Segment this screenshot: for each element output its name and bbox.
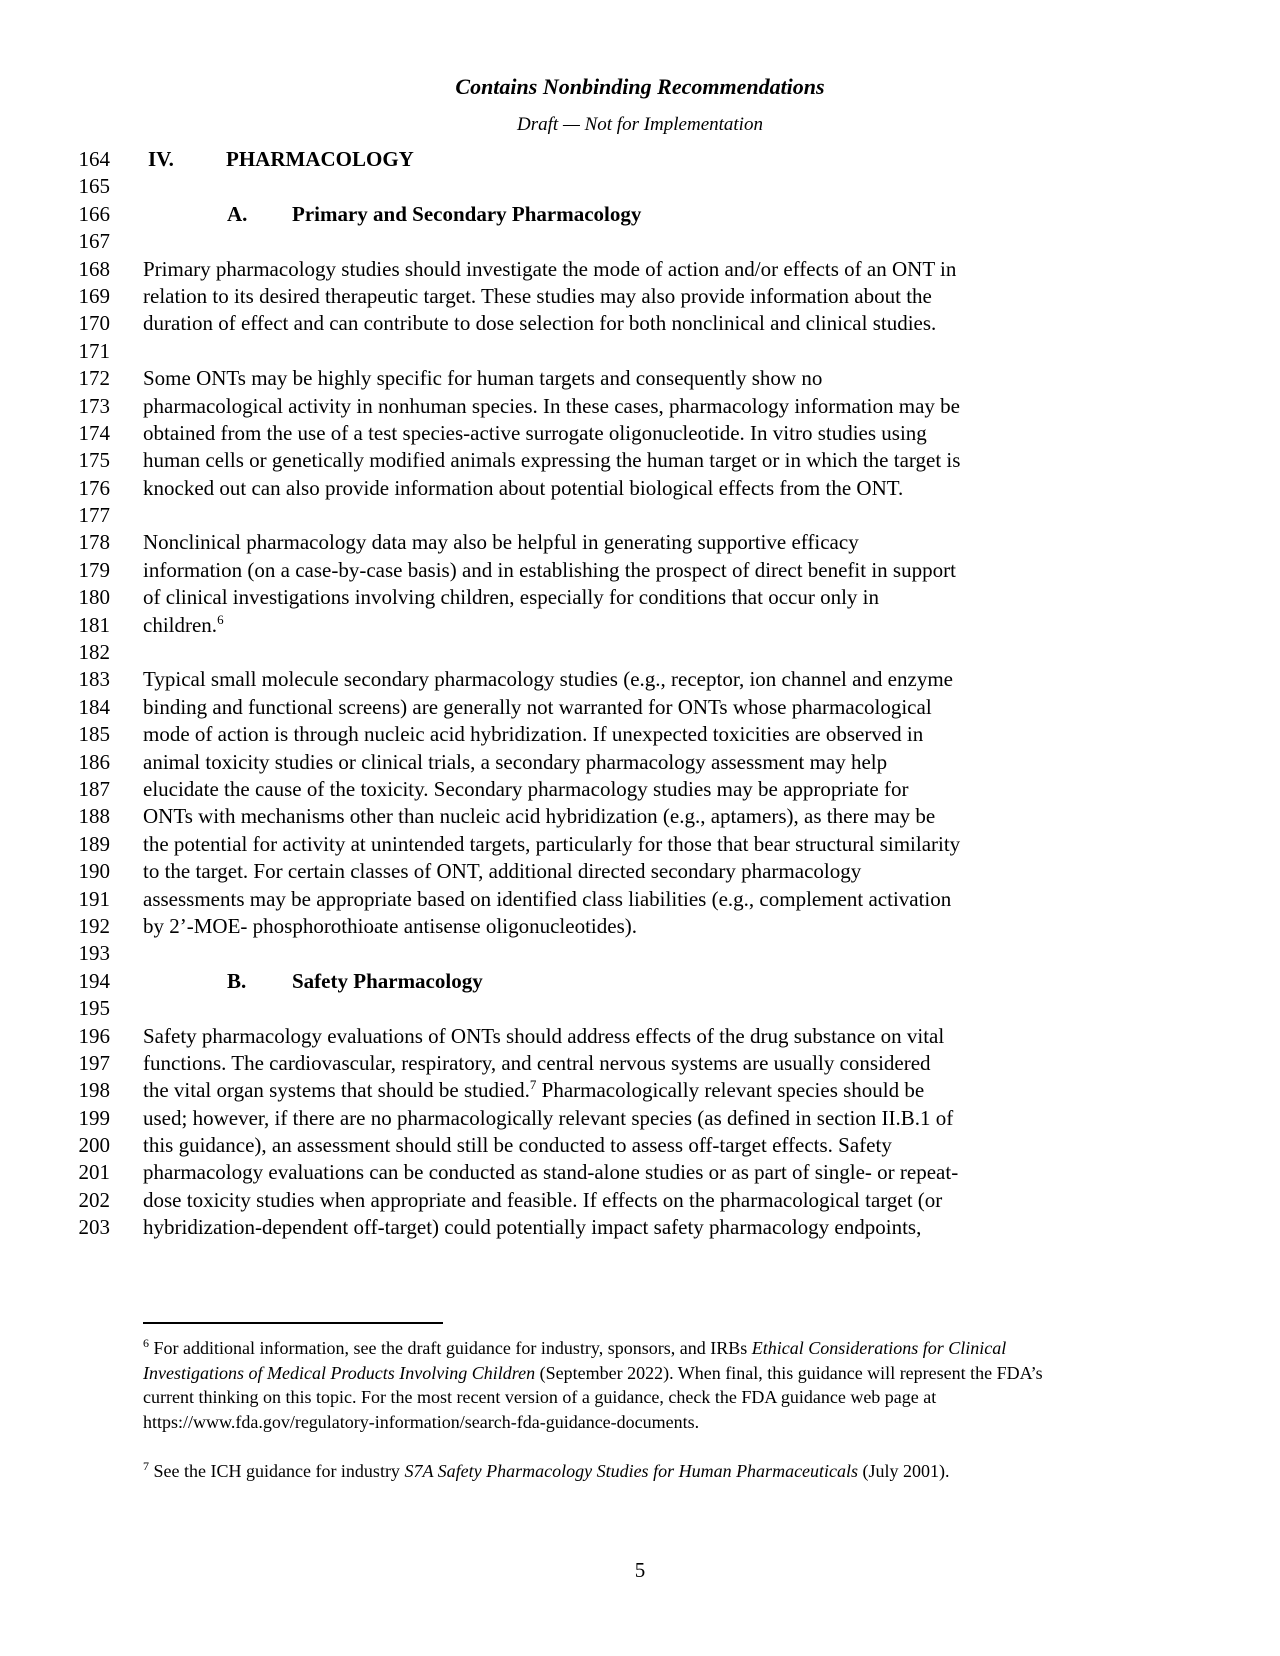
line-text-run: Some ONTs may be highly specific for human targets and consequently show no: [143, 366, 823, 391]
line-text-run: of clinical investigations involving children, especially for conditions that occur only in: [143, 585, 879, 610]
line-text: [110, 393, 960, 420]
line-text-run: obtained from the use of a test species-active surrogate oligonucleotide. In vitro studies using: [143, 420, 927, 445]
line-row: [0, 1077, 1280, 1104]
line-text-run: dose toxicity studies when appropriate and feasible. If effects on the pharmacological target (or: [143, 1187, 943, 1212]
line-number: 203: [78, 1215, 110, 1240]
line-row: [0, 831, 1280, 858]
line-number: 168: [78, 256, 110, 281]
line-text-run: mode of action is through nucleic acid hybridization. If unexpected toxicities are observed in: [143, 722, 924, 747]
line-text: [110, 420, 927, 447]
line-row: [0, 749, 1280, 776]
line-number: 200: [78, 1133, 110, 1158]
line-text: [110, 694, 932, 721]
line-row: [0, 1105, 1280, 1132]
line-text-run: animal toxicity studies or clinical trials, a secondary pharmacology assessment may help: [143, 749, 888, 774]
footnote-text: See the ICH guidance for industry: [153, 1461, 405, 1481]
line-text-run: this guidance), an assessment should still be conducted to assess off-target effects. Safety: [143, 1133, 892, 1158]
line-text: [110, 721, 923, 748]
footnote-text: (July 2001).: [858, 1461, 950, 1481]
line-text-run: human cells or genetically modified animals expressing the human target or in which the target is: [143, 448, 961, 473]
line-number: 167: [78, 229, 110, 254]
line-number: 198: [78, 1078, 110, 1103]
line-number: 175: [78, 448, 110, 473]
line-row: [0, 283, 1280, 310]
line-number: 202: [78, 1187, 110, 1212]
line-row: [0, 228, 1280, 255]
line-text: [110, 557, 956, 584]
line-number: 195: [78, 996, 110, 1021]
line-text: [110, 283, 932, 310]
line-row: [0, 256, 1280, 283]
line-number: 174: [78, 420, 110, 445]
line-text: [110, 776, 908, 803]
line-text-run: Typical small molecule secondary pharmacology studies (e.g., receptor, ion channel and enzyme: [143, 667, 953, 692]
line-text-run: pharmacology evaluations can be conducted as stand-alone studies or as part of single- or repeat-: [143, 1160, 959, 1185]
line-text: [110, 310, 936, 337]
line-number: 189: [78, 831, 110, 856]
line-row: [0, 968, 1280, 995]
line-number: 187: [78, 776, 110, 801]
line-text-run: knocked out can also provide information about potential biological effects from the ONT.: [143, 475, 904, 500]
line-text-run: relation to its desired therapeutic target. These studies may also provide information about the: [143, 283, 932, 308]
line-row: [0, 913, 1280, 940]
line-number: 192: [78, 913, 110, 938]
footnote-marker: 6: [143, 1336, 149, 1350]
footnotes-block: [143, 1336, 1048, 1484]
line-row: [0, 447, 1280, 474]
line-row: [0, 557, 1280, 584]
heading-label: B.: [227, 968, 247, 993]
line-text: [110, 1132, 892, 1159]
line-text: [110, 831, 960, 858]
line-number: 182: [78, 640, 110, 665]
line-text: [110, 666, 953, 693]
line-text: [110, 475, 903, 502]
line-text: [110, 858, 861, 885]
line-text: [110, 1050, 931, 1077]
line-number: 197: [78, 1050, 110, 1075]
line-text: [110, 365, 822, 392]
line-row: [0, 940, 1280, 967]
line-text-run: hybridization-dependent off-target) could potentially impact safety pharmacology endpoints,: [143, 1215, 922, 1240]
line-row: [0, 310, 1280, 337]
line-number: 199: [78, 1105, 110, 1130]
line-text: [110, 1187, 942, 1214]
line-text-run: binding and functional screens) are generally not warranted for ONTs whose pharmacological: [143, 694, 932, 719]
line-text: [110, 1105, 953, 1132]
footnote-title-italic: S7A Safety Pharmacology Studies for Human Pharmaceuticals: [404, 1461, 859, 1481]
line-text-run: Primary pharmacology studies should investigate the mode of action and/or effects of an ONT in: [143, 256, 957, 281]
line-number: 183: [78, 667, 110, 692]
footnote: [143, 1459, 1048, 1484]
line-row: [0, 995, 1280, 1022]
line-row: [0, 393, 1280, 420]
line-text-run: the vital organ systems that should be studied.: [143, 1078, 530, 1103]
line-text-run: used; however, if there are no pharmacologically relevant species (as defined in section II.B.1 of: [143, 1105, 954, 1130]
line-text-run: elucidate the cause of the toxicity. Secondary pharmacology studies may be appropriate for: [143, 776, 909, 801]
line-text-run: children.: [143, 612, 218, 637]
line-row: [0, 1214, 1280, 1241]
line-text-run: pharmacological activity in nonhuman species. In these cases, pharmacology information may be: [143, 393, 960, 418]
line-number: 181: [78, 612, 110, 637]
line-text-run: by 2’-MOE- phosphorothioate antisense oligonucleotides).: [143, 913, 637, 938]
line-text-run: Nonclinical pharmacology data may also be helpful in generating supportive efficacy: [143, 530, 859, 555]
line-text: [110, 529, 859, 556]
line-number: 177: [78, 503, 110, 528]
line-text-run: functions. The cardiovascular, respiratory, and central nervous systems are usually considered: [143, 1050, 931, 1075]
line-text: [110, 447, 960, 474]
page-number: 5: [634, 1558, 646, 1582]
line-row: [0, 529, 1280, 556]
line-number: 178: [78, 530, 110, 555]
section-heading: [110, 968, 483, 995]
footnote-text: (September 2022). When final, this guidance will represent the FDA’s current thinking on this topic. For the most recent version of a guidance, check the FDA guidance web page at https://www.fda.gov/regulatory-information/search-fda-guidance-documents.: [143, 1362, 1043, 1432]
line-row: [0, 858, 1280, 885]
line-text: [110, 1159, 958, 1186]
line-row: [0, 584, 1280, 611]
line-text-run: information (on a case-by-case basis) and in establishing the prospect of direct benefit in support: [143, 557, 956, 582]
line-number: 193: [78, 941, 110, 966]
line-number: 201: [78, 1160, 110, 1185]
line-number: 191: [78, 886, 110, 911]
line-text-run: the potential for activity at unintended targets, particularly for those that bear structural similarity: [143, 831, 961, 856]
line-number: 196: [78, 1023, 110, 1048]
line-number: 190: [78, 859, 110, 884]
line-number: 186: [78, 749, 110, 774]
line-text: [110, 256, 956, 283]
numbered-lines-block: [0, 146, 1280, 1242]
line-text: [110, 584, 879, 611]
line-text: [110, 1023, 944, 1050]
footnote-title-italic: Ethical Considerations for Clinical Investigations of Medical Products Involving Children: [143, 1338, 1007, 1383]
line-text-run: Pharmacologically relevant species should be: [536, 1078, 925, 1103]
line-text: [110, 1214, 921, 1241]
line-row: [0, 475, 1280, 502]
line-number: 170: [78, 311, 110, 336]
line-number: 180: [78, 585, 110, 610]
line-number: 166: [78, 201, 110, 226]
line-row: [0, 365, 1280, 392]
line-number: 184: [78, 694, 110, 719]
line-row: [0, 776, 1280, 803]
heading-text: Safety Pharmacology: [292, 968, 483, 993]
header-nonbinding-recommendations: Contains Nonbinding Recommendations: [455, 74, 825, 99]
heading-label: IV.: [148, 147, 174, 171]
line-row: [0, 803, 1280, 830]
section-heading: [110, 201, 641, 228]
line-text: [110, 612, 224, 639]
footnote: [143, 1336, 1048, 1434]
line-row: [0, 694, 1280, 721]
header-draft-notice: Draft — Not for Implementation: [517, 114, 763, 135]
heading-text: Primary and Secondary Pharmacology: [292, 201, 642, 226]
line-number: 171: [78, 338, 110, 363]
line-row: [0, 666, 1280, 693]
line-number: 176: [78, 475, 110, 500]
line-number: 188: [78, 804, 110, 829]
line-row: [0, 502, 1280, 529]
line-row: [0, 1050, 1280, 1077]
line-row: [0, 338, 1280, 365]
line-text-run: duration of effect and can contribute to dose selection for both nonclinical and clinical studies.: [143, 311, 937, 336]
line-row: [0, 721, 1280, 748]
line-number: 165: [78, 174, 110, 199]
line-text: [110, 803, 935, 830]
line-number: 164: [78, 147, 110, 171]
line-text-run: Safety pharmacology evaluations of ONTs should address effects of the drug substance on vital: [143, 1023, 945, 1048]
line-row: [0, 1187, 1280, 1214]
line-text: [110, 1077, 924, 1104]
line-number: 173: [78, 393, 110, 418]
section-heading: [110, 146, 414, 173]
line-text: [110, 749, 887, 776]
footnote-reference: 6: [217, 611, 224, 627]
footnote-reference: 7: [529, 1077, 537, 1093]
line-row: [0, 201, 1280, 228]
line-text-run: to the target. For certain classes of ONT, additional directed secondary pharmacology: [143, 859, 862, 884]
line-number: 179: [78, 557, 110, 582]
line-row: [0, 146, 1280, 173]
footnote-text: For additional information, see the draft guidance for industry, sponsors, and IRBs: [153, 1338, 752, 1358]
line-row: [0, 1023, 1280, 1050]
line-number: 169: [78, 283, 110, 308]
line-row: [0, 639, 1280, 666]
line-number: 194: [78, 968, 110, 993]
line-number: 172: [78, 366, 110, 391]
heading-text: PHARMACOLOGY: [226, 147, 414, 171]
line-row: [0, 1132, 1280, 1159]
footnote-separator: [143, 1322, 443, 1324]
line-row: [0, 173, 1280, 200]
line-text: [110, 886, 951, 913]
line-text: [110, 913, 637, 940]
line-row: [0, 886, 1280, 913]
heading-label: A.: [227, 201, 248, 226]
line-text-run: assessments may be appropriate based on identified class liabilities (e.g., complement activation: [143, 886, 952, 911]
line-row: [0, 612, 1280, 639]
line-row: [0, 420, 1280, 447]
footnote-marker: 7: [143, 1459, 149, 1473]
line-row: [0, 1159, 1280, 1186]
line-number: 185: [78, 722, 110, 747]
line-text-run: ONTs with mechanisms other than nucleic acid hybridization (e.g., aptamers), as there may be: [143, 804, 936, 829]
